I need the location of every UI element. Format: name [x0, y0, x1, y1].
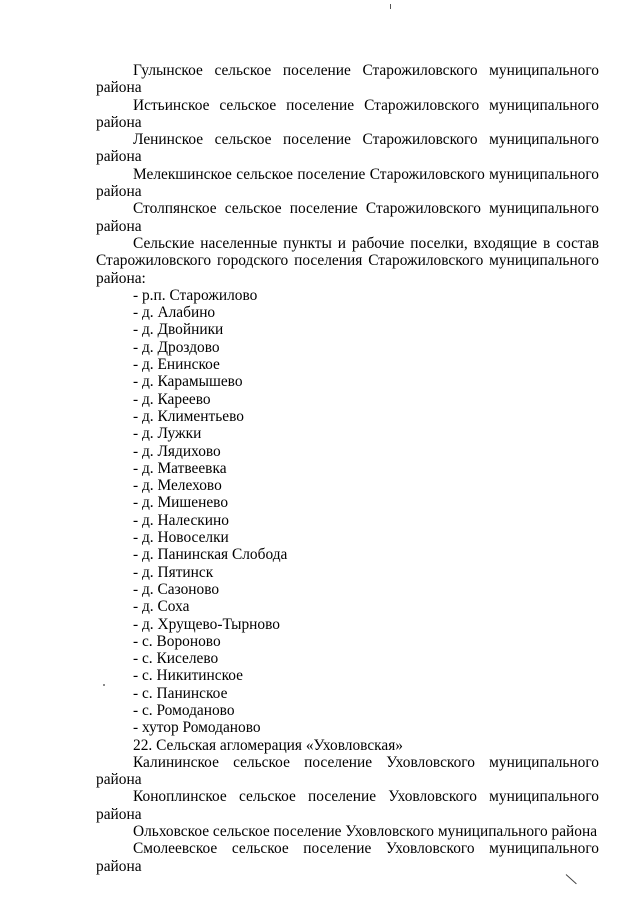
scan-mark-top	[390, 4, 391, 9]
list-item: - д. Двойники	[133, 321, 224, 339]
paragraph-konoplinskoe: Коноплинское сельское поселение Уховловского муниципального района	[96, 788, 599, 823]
paragraph-istinskoe: Истьинское сельское поселение Старожиловского муниципального района	[96, 96, 599, 131]
list-item: - д. Климентьево	[133, 407, 244, 425]
list-item: - д. Налескино	[133, 511, 229, 529]
paragraph-list-intro: Сельские населенные пункты и рабочие поселки, входящие в состав Старожиловского городского поселения Старожиловского муниципального района:	[96, 234, 599, 287]
list-item: - д. Пятинск	[133, 563, 214, 581]
list-item: - с. Киселево	[133, 650, 219, 668]
paragraph-olkhovskoe: Ольховское сельское поселение Уховловского муниципального района	[133, 823, 598, 841]
list-item: - д. Кареево	[133, 390, 211, 408]
list-item: - хутор Ромоданово	[133, 719, 261, 737]
list-item: - д. Хрущево-Тырново	[133, 615, 280, 633]
list-item: - с. Вороново	[133, 632, 221, 650]
agglomeration-heading: 22. Сельская агломерация «Уховловская»	[133, 736, 403, 754]
list-item: - д. Соха	[133, 598, 190, 616]
list-item: - р.п. Старожилово	[133, 286, 258, 304]
list-item: - д. Новоселки	[133, 529, 229, 547]
paragraph-melekshinskoe: Мелекшинское сельское поселение Старожиловского муниципального района	[96, 165, 599, 201]
list-item: - д. Дроздово	[133, 338, 220, 356]
list-item: - д. Алабино	[133, 304, 216, 322]
list-item: - д. Матвеевка	[133, 459, 227, 477]
list-item: - д. Лядихово	[133, 442, 221, 460]
scan-mark-bottom-right	[566, 874, 577, 884]
paragraph-leninskoe: Ленинское сельское поселение Старожиловского муниципального района	[96, 131, 599, 166]
list-item: - с. Никитинское	[133, 667, 244, 685]
paragraph-gulynskoe: Гулынское сельское поселение Старожиловского муниципального района	[96, 62, 599, 97]
list-item: - с. Панинское	[133, 684, 228, 702]
document-body	[96, 62, 599, 875]
list-item: - д. Карамышево	[133, 373, 243, 391]
paragraph-kalininskoe: Калининское сельское поселение Уховловского муниципального района	[96, 753, 599, 789]
list-item: - д. Сазоново	[133, 580, 220, 598]
list-item: - д. Енинское	[133, 356, 220, 374]
list-item: - д. Мелехово	[133, 477, 222, 495]
list-item: - с. Ромоданово	[133, 701, 235, 719]
paragraph-stolpyanskoe: Столпянское сельское поселение Старожиловского муниципального района	[96, 200, 599, 235]
settlement-list	[96, 287, 599, 737]
list-item: - д. Панинская Слобода	[133, 546, 288, 564]
list-item: - д. Лужки	[133, 425, 202, 443]
list-item: - д. Мишенево	[133, 494, 229, 512]
paragraph-smoleevskoe: Смолеевское сельское поселение Уховловского муниципального района	[96, 840, 599, 875]
